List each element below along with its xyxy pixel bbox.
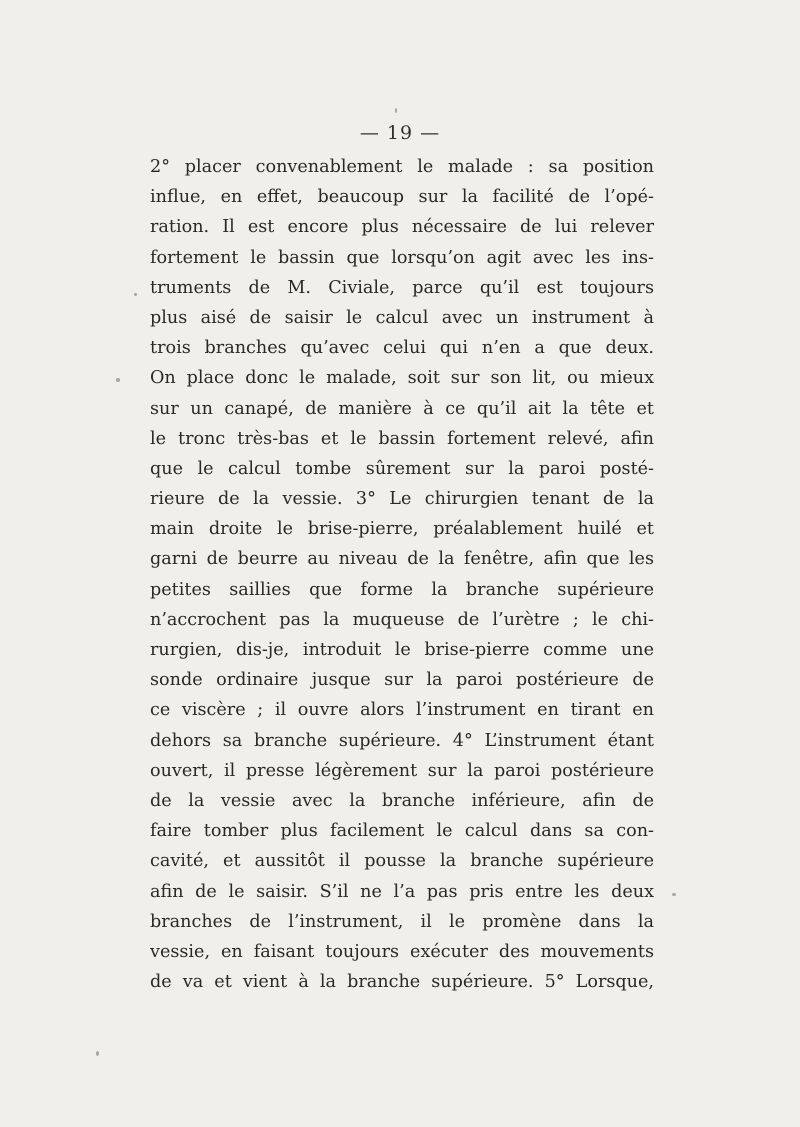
text-line: trois branches qu’avec celui qui n’en a que deux.: [150, 338, 654, 359]
text-line: de va et vient à la branche supérieure. 5° Lorsque,: [150, 972, 654, 993]
text-line: vessie, en faisant toujours exécuter des mouvements: [150, 941, 654, 962]
text-line: rurgien, dis-je, introduit le brise-pierre comme une: [150, 640, 654, 660]
text-line: garni de beurre au niveau de la fenêtre, afin que les: [150, 549, 654, 570]
text-line: sur un canapé, de manière à ce qu’il ait la tête et: [150, 398, 654, 419]
text-line: n’accrochent pas la muqueuse de l’urètre ; le chi-: [150, 609, 654, 630]
text-line: ouvert, il presse légèrement sur la paroi postérieure: [150, 760, 654, 781]
scan-speck: [395, 108, 397, 113]
text-line: petites saillies que forme la branche supérieure: [150, 579, 654, 600]
scan-speck: [96, 1051, 99, 1056]
text-line: truments de M. Civiale, parce qu’il est toujours: [150, 277, 654, 298]
text-line: ce viscère ; il ouvre alors l’instrument en tirant en: [150, 700, 654, 721]
text-line: de la vessie avec la branche inférieure, afin de: [150, 790, 654, 811]
text-line: branches de l’instrument, il le promène dans la: [150, 911, 654, 932]
text-line: dehors sa branche supérieure. 4° L’instrument étant: [150, 730, 654, 751]
text-line: sonde ordinaire jusque sur la paroi postérieure de: [150, 670, 654, 691]
text-line: cavité, et aussitôt il pousse la branche supérieure: [150, 851, 654, 872]
page-number: — 19 —: [359, 122, 441, 144]
text-line: plus aisé de saisir le calcul avec un instrument à: [150, 307, 654, 328]
text-line: On place donc le malade, soit sur son lit, ou mieux: [150, 368, 654, 389]
text-line: rieure de la vessie. 3° Le chirurgien tenant de la: [150, 489, 654, 510]
text-line: afin de le saisir. S’il ne l’a pas pris entre les deux: [150, 881, 654, 902]
text-line: fortement le bassin que lorsqu’on agit avec les ins-: [150, 247, 654, 268]
text-line: influe, en effet, beaucoup sur la facilité de l’opé-: [150, 187, 654, 208]
text-line: le tronc très-bas et le bassin fortement relevé, afin: [150, 428, 654, 449]
text-line: main droite le brise-pierre, préalablement huilé et: [150, 519, 654, 540]
scan-speck: [134, 293, 137, 296]
scan-speck: [116, 378, 120, 382]
scan-speck: [672, 893, 676, 896]
text-line: faire tomber plus facilement le calcul dans sa con-: [150, 821, 654, 842]
text-line: 2° placer convenablement le malade : sa position: [150, 157, 654, 177]
text-line: ration. Il est encore plus nécessaire de lui relever: [150, 217, 654, 238]
text-line: que le calcul tombe sûrement sur la paroi posté-: [150, 458, 654, 479]
body-text: [150, 152, 654, 997]
